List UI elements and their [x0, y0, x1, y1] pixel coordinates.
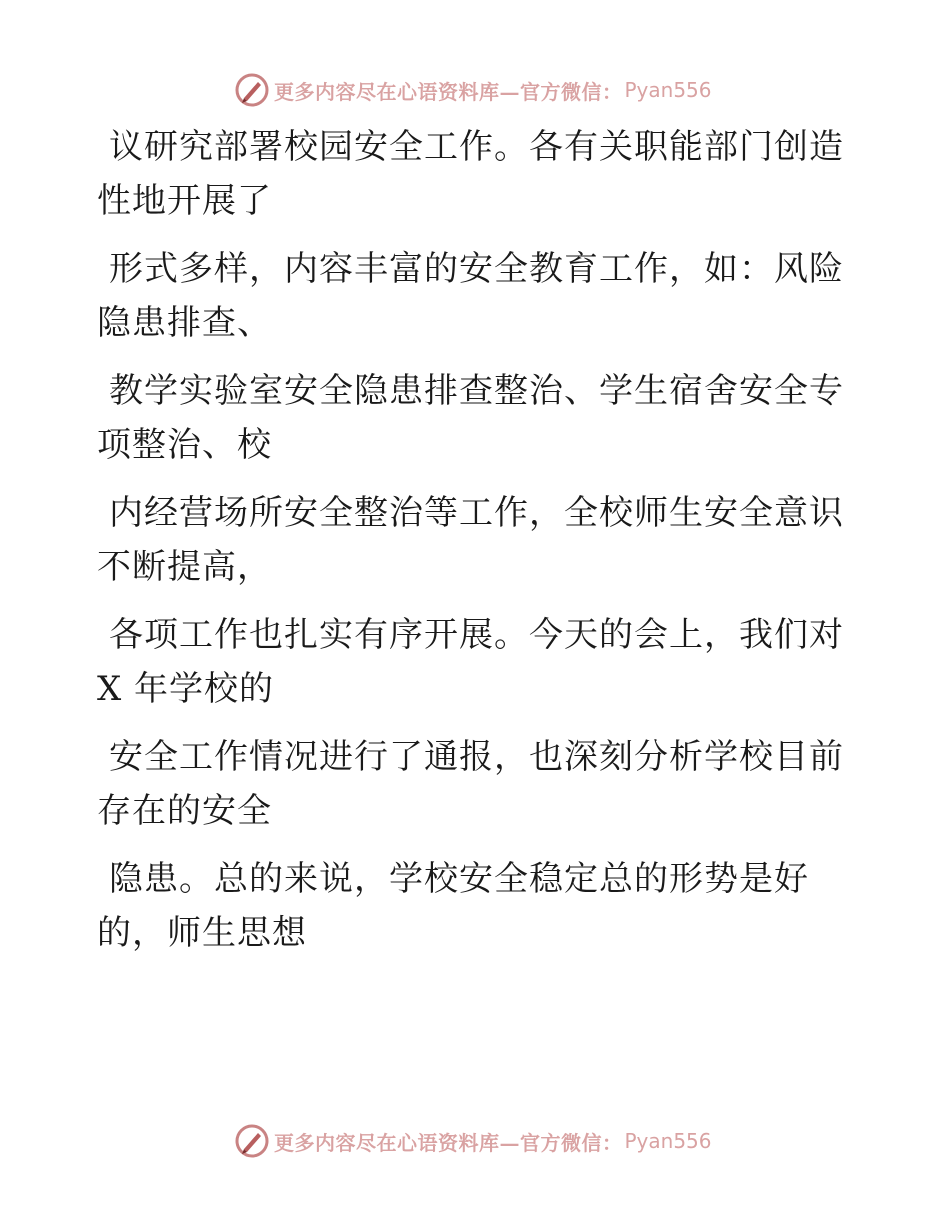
pen-logo-icon — [234, 1123, 270, 1159]
header-watermark — [234, 70, 712, 110]
paragraph — [97, 364, 844, 472]
watermark-id: Pyan556 — [624, 78, 712, 102]
text-line: 议研究部署校园安全工作。各有关职能部门创造 — [109, 127, 844, 167]
text-line: 存在的安全 — [97, 791, 272, 831]
paragraph — [97, 486, 844, 594]
paragraph — [97, 730, 844, 838]
text-line: 隐患。总的来说，学校安全稳定总的形势是好 — [109, 859, 809, 899]
text-line: 各项工作也扎实有序开展。今天的会上，我们对 — [109, 615, 844, 655]
text-line: 隐患排查、 — [97, 303, 272, 343]
text-line: 项整治、校 — [97, 425, 272, 465]
text-line: 形式多样，内容丰富的安全教育工作，如：风险 — [109, 249, 844, 289]
watermark-id: Pyan556 — [624, 1129, 712, 1153]
paragraph — [97, 242, 844, 350]
text-line: 内经营场所安全整治等工作，全校师生安全意识 — [109, 493, 844, 533]
paragraph — [97, 608, 844, 716]
text-line: 教学实验室安全隐患排查整治、学生宿舍安全专 — [109, 371, 844, 411]
footer-watermark — [234, 1121, 712, 1161]
document-body — [97, 120, 844, 974]
text-line: 不断提高， — [97, 547, 272, 587]
paragraph — [97, 120, 844, 228]
text-line: 的，师生思想 — [97, 913, 307, 953]
pen-logo-icon — [234, 72, 270, 108]
paragraph — [97, 852, 837, 960]
text-line: X 年学校的 — [97, 669, 275, 709]
watermark-text: 更多内容尽在心语资料库—官方微信： — [274, 79, 623, 104]
watermark-text: 更多内容尽在心语资料库—官方微信： — [274, 1130, 623, 1155]
text-line: 安全工作情况进行了通报，也深刻分析学校目前 — [109, 737, 844, 777]
text-line: 性地开展了 — [97, 181, 272, 221]
